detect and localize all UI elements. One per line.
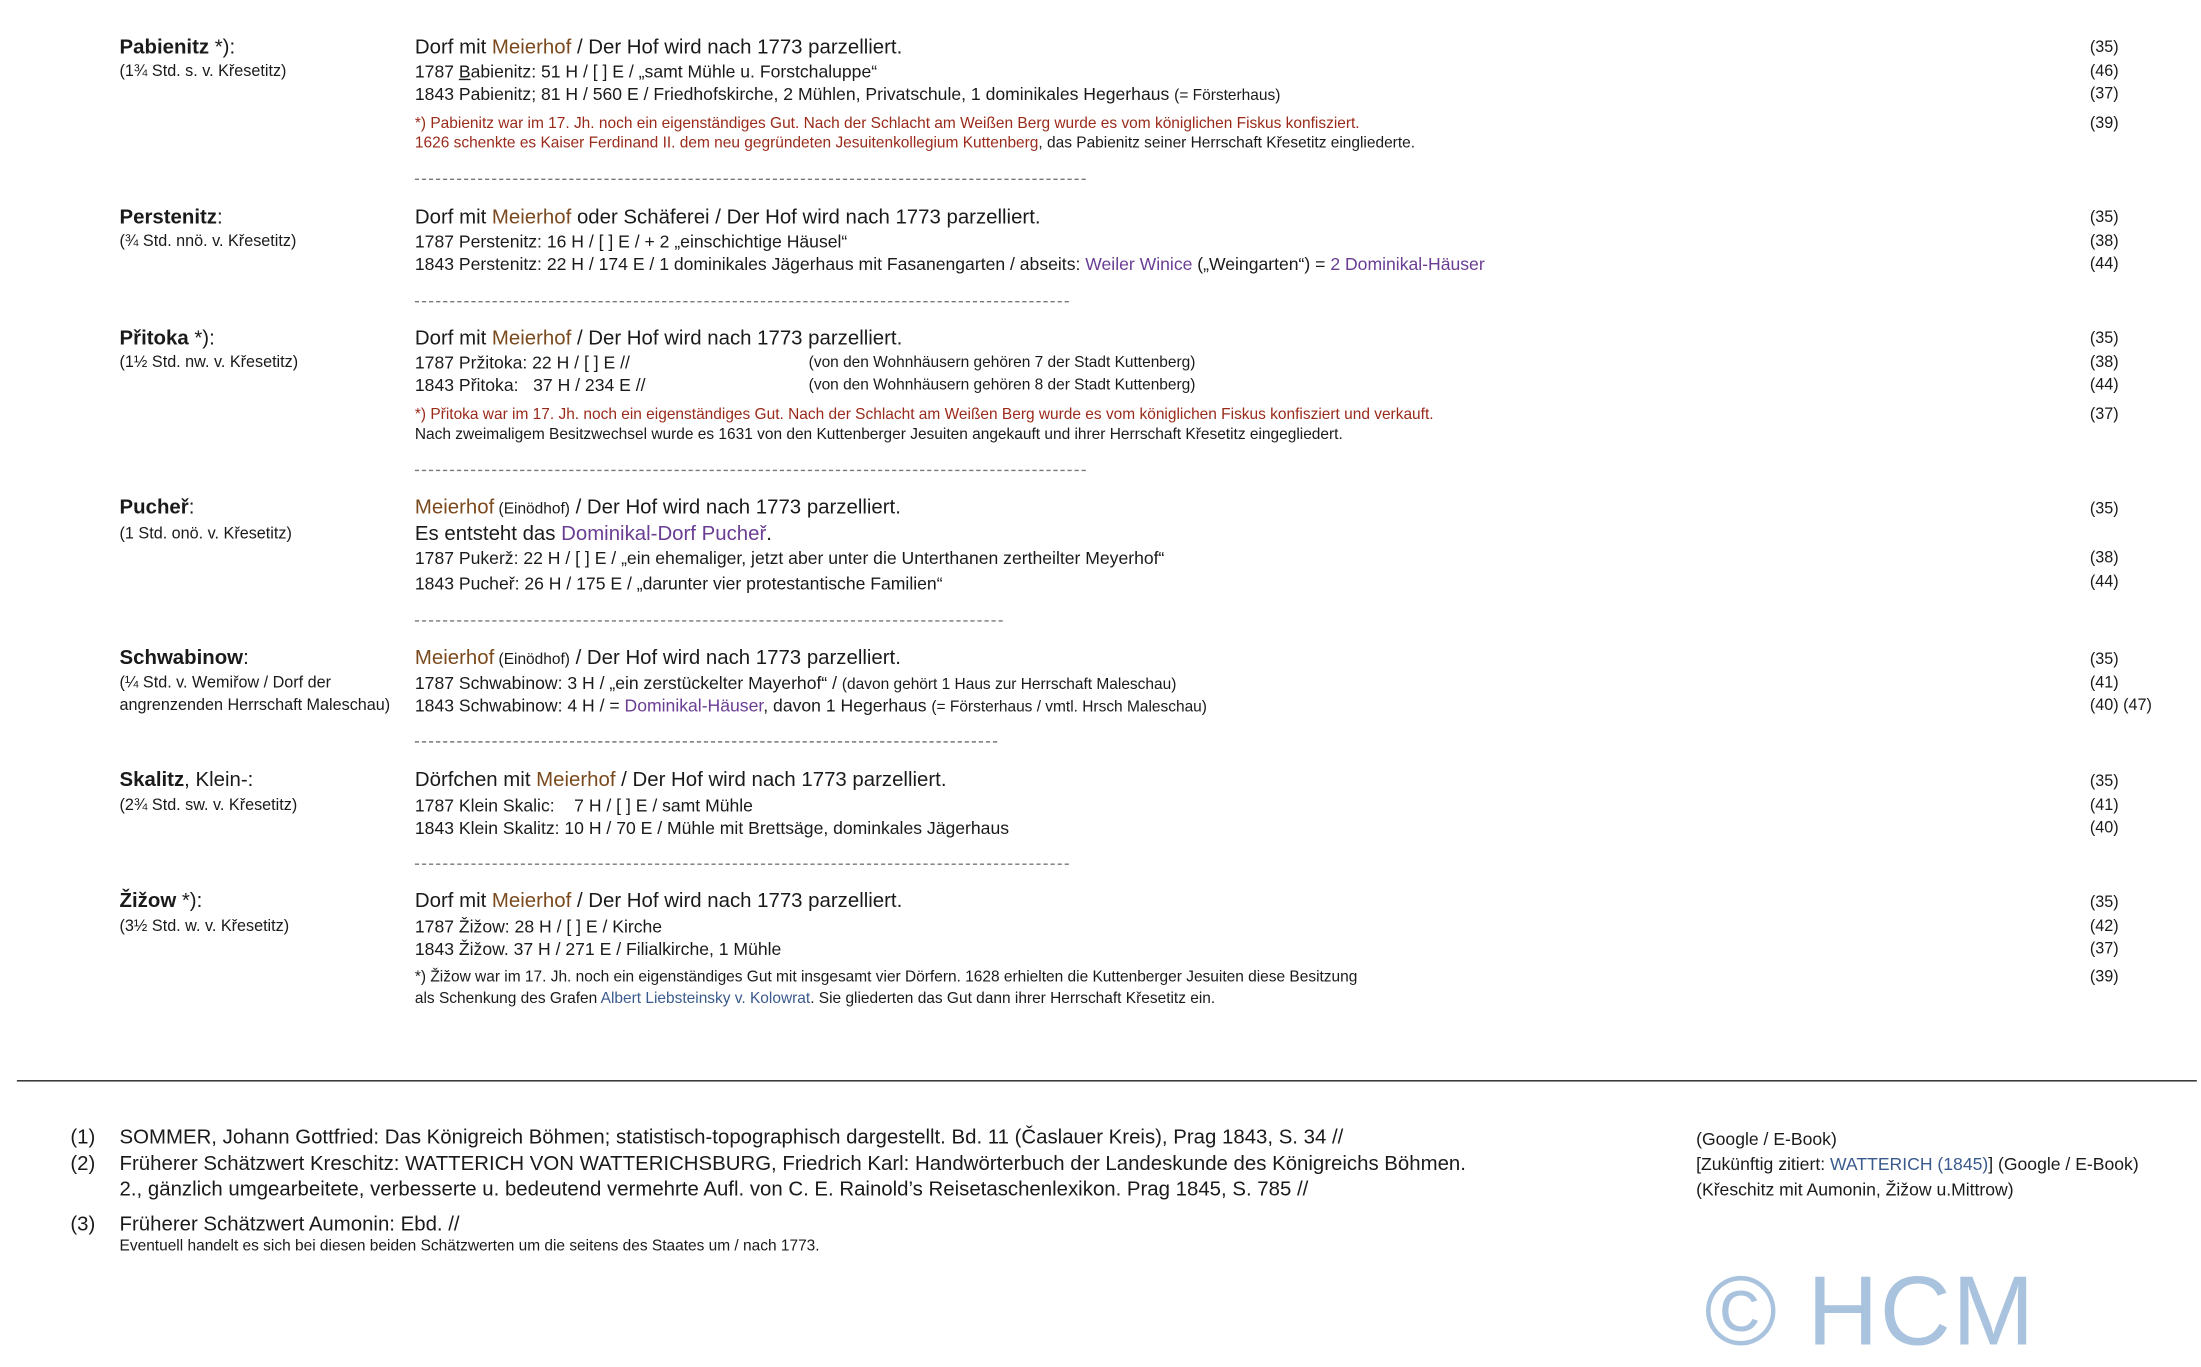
source-ref: (38) — [2089, 354, 2119, 372]
place-name: Skalitz, Klein-: — [119, 769, 254, 792]
census-1787: 1787 Schwabinow: 3 H / „ein zerstückelter Mayerhof“ / (davon gehört 1 Haus zur Herrschaft Maleschau) — [414, 673, 1177, 694]
source-ref: (42) — [2089, 918, 2119, 936]
footnote-side-note: (Křeschitz mit Aumonin, Žižow u.Mittrow) — [1696, 1179, 2014, 1200]
footnote-text: 2., gänzlich umgearbeitete, verbesserte u. bedeutend vermehrte Aufl. von C. E. Rainold’s Reisetaschenlexikon. Prag 1845, S. 785 // — [119, 1178, 1309, 1202]
separator — [415, 179, 1086, 180]
separator — [415, 470, 1086, 471]
source-ref: (35) — [2089, 651, 2119, 669]
source-ref: (39) — [2089, 969, 2119, 986]
footnote-divider — [17, 1080, 2197, 1081]
distance-note: (2¾ Std. sw. v. Křesetitz) — [119, 797, 298, 815]
footnote-source-link[interactable]: [Zukünftig zitiert: WATTERICH (1845)] (Google / E-Book) — [1696, 1154, 2139, 1175]
census-1843: 1843 Schwabinow: 4 H / = Dominikal-Häuser, davon 1 Hegerhaus (= Försterhaus / vmtl. Hrsch Maleschau) — [414, 696, 1207, 716]
source-ref: (46) — [2089, 63, 2119, 81]
separator — [415, 620, 1003, 621]
distance-note: (1½ Std. nw. v. Křesetitz) — [119, 354, 299, 372]
census-1843: 1843 Pucheř: 26 H / 175 E / „darunter vier protestantische Familien“ — [414, 573, 943, 594]
distance-note: (¼ Std. v. Wemiřow / Dorf der — [119, 675, 332, 692]
copyright-watermark: © HCM — [1704, 1255, 2036, 1366]
footnote-number: (1) — [70, 1126, 96, 1150]
history-note: als Schenkung des Grafen Albert Liebsteinsky v. Kolowrat. Sie gliederten das Gut dann ihrer Herrschaft Křesetitz ein. — [414, 990, 1216, 1007]
place-name: Pabienitz *): — [119, 36, 236, 60]
source-ref: (44) — [2089, 573, 2119, 591]
ownership-note: (von den Wohnhäusern gehören 7 der Stadt Kuttenberg) — [808, 354, 1196, 372]
farm-line: Dorf mit Meierhof / Der Hof wird nach 1773 parzelliert. — [414, 36, 903, 60]
farm-line: Meierhof (Einödhof) / Der Hof wird nach 1773 parzelliert. — [414, 646, 901, 670]
history-note: 1626 schenkte es Kaiser Ferdinand II. dem neu gegründeten Jesuitenkollegium Kuttenberg, das Pabienitz seiner Herrschaft Křesetitz eingliederte. — [414, 135, 1416, 152]
census-1787: 1787 Klein Skalic: 7 H / [ ] E / samt Mühle — [414, 796, 753, 816]
source-ref: (35) — [2089, 773, 2119, 791]
footnote-number: (3) — [70, 1213, 96, 1237]
distance-note: (1¾ Std. s. v. Křesetitz) — [119, 63, 287, 81]
footnote-text: Früherer Schätzwert Kreschitz: WATTERICH VON WATTERICHSBURG, Friedrich Karl: Handwörterbuch der Landeskunde des Königreichs Böhmen. — [119, 1153, 1466, 1176]
village-origin: Es entsteht das Dominikal-Dorf Pucheř. — [414, 523, 772, 546]
source-ref: (41) — [2089, 675, 2119, 692]
source-ref: (44) — [2089, 255, 2119, 273]
separator — [415, 864, 1069, 865]
source-ref: (35) — [2089, 209, 2119, 227]
census-1787: 1787 Žižow: 28 H / [ ] E / Kirche — [414, 916, 663, 937]
source-ref: (38) — [2089, 549, 2119, 567]
distance-note: angrenzenden Herrschaft Maleschau) — [119, 697, 391, 715]
distance-note: (¾ Std. nnö. v. Křesetitz) — [119, 233, 297, 251]
ownership-note: (von den Wohnhäusern gehören 8 der Stadt Kuttenberg) — [808, 376, 1196, 394]
history-note: *) Žižow war im 17. Jh. noch ein eigenständiges Gut mit insgesamt vier Dörfern. 1628 erhielten die Kuttenberger Jesuiten diese Besitzung — [414, 969, 1358, 986]
source-ref: (35) — [2089, 330, 2119, 348]
place-name: Žižow *): — [119, 890, 203, 913]
farm-line: Dorf mit Meierhof oder Schäferei / Der Hof wird nach 1773 parzelliert. — [414, 206, 1041, 230]
source-ref: (40) — [2089, 819, 2119, 837]
farm-line: Dörfchen mit Meierhof / Der Hof wird nach 1773 parzelliert. — [414, 769, 947, 792]
footnote-number: (2) — [70, 1153, 96, 1176]
footnote-subtext: Eventuell handelt es sich bei diesen beiden Schätzwerten um die seitens des Staates um / nach 1773. — [119, 1237, 820, 1255]
source-ref: (40) (47) — [2089, 697, 2152, 715]
census-1787: 1787 Pržitoka: 22 H / [ ] E // — [414, 353, 630, 373]
census-1843: 1843 Klein Skalitz: 10 H / 70 E / Mühle mit Brettsäge, dominkales Jägerhaus — [414, 818, 1010, 839]
source-ref: (38) — [2089, 233, 2119, 251]
source-ref: (37) — [2089, 406, 2119, 424]
census-1787: 1787 Pukerž: 22 H / [ ] E / „ein ehemaliger, jetzt aber unter die Unterthanen zertheilter Meyerhof“ — [414, 548, 1165, 569]
source-ref: (39) — [2089, 115, 2119, 133]
place-name: Perstenitz: — [119, 206, 223, 230]
footnote-text: Früherer Schätzwert Aumonin: Ebd. // — [119, 1213, 460, 1237]
place-name: Schwabinow: — [119, 646, 249, 670]
census-1787: 1787 Babienitz: 51 H / [ ] E / „samt Mühle u. Forstchaluppe“ — [414, 61, 878, 82]
census-1843: 1843 Pabienitz; 81 H / 560 E / Friedhofskirche, 2 Mühlen, Privatschule, 1 dominikales Hegerhaus (= Försterhaus) — [414, 84, 1281, 105]
farm-line: Dorf mit Meierhof / Der Hof wird nach 1773 parzelliert. — [414, 327, 903, 351]
footnote-source-link[interactable]: (Google / E-Book) — [1696, 1129, 1837, 1150]
source-ref: (41) — [2089, 797, 2119, 815]
footnote-text: SOMMER, Johann Gottfried: Das Königreich Böhmen; statistisch-topographisch dargestellt. Bd. 11 (Časlauer Kreis), Prag 1843, S. 34 // — [119, 1126, 1344, 1150]
separator — [415, 741, 997, 742]
separator — [415, 301, 1069, 302]
census-1787: 1787 Perstenitz: 16 H / [ ] E / + 2 „einschichtige Häusel“ — [414, 232, 848, 252]
history-note: *) Přitoka war im 17. Jh. noch ein eigenständiges Gut. Nach der Schlacht am Weißen Berg wurde es vom königlichen Fiskus konfisziert und verkauft. — [414, 406, 1434, 424]
census-1843: 1843 Žižow. 37 H / 271 E / Filialkirche, 1 Mühle — [414, 939, 782, 960]
source-ref: (44) — [2089, 376, 2119, 394]
place-name: Pucheř: — [119, 496, 195, 519]
distance-note: (3½ Std. w. v. Křesetitz) — [119, 918, 290, 936]
history-note: Nach zweimaligem Besitzwechsel wurde es 1631 von den Kuttenberger Jesuiten angekauft und ihrer Herrschaft Křesetitz eingegliedert. — [414, 426, 1343, 444]
history-note: *) Pabienitz war im 17. Jh. noch ein eigenständiges Gut. Nach der Schlacht am Weißen Berg wurde es vom königlichen Fiskus konfisziert. — [414, 115, 1360, 133]
census-1843: 1843 Přitoka: 37 H / 234 E // — [414, 375, 646, 396]
census-1843: 1843 Perstenitz: 22 H / 174 E / 1 dominikales Jägerhaus mit Fasanengarten / abseits: Weiler Winice („Weingarten“) = 2 Dominikal-Häuser — [414, 254, 1485, 275]
place-name: Přitoka *): — [119, 327, 215, 351]
source-ref: (37) — [2089, 940, 2119, 958]
source-ref: (35) — [2089, 500, 2119, 518]
source-ref: (35) — [2089, 894, 2119, 912]
farm-line: Dorf mit Meierhof / Der Hof wird nach 1773 parzelliert. — [414, 890, 903, 913]
distance-note: (1 Std. onö. v. Křesetitz) — [119, 525, 292, 543]
source-ref: (35) — [2089, 39, 2119, 57]
source-ref: (37) — [2089, 85, 2119, 103]
farm-line: Meierhof (Einödhof) / Der Hof wird nach 1773 parzelliert. — [414, 496, 901, 519]
